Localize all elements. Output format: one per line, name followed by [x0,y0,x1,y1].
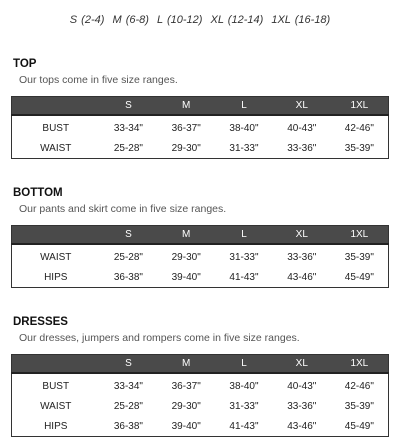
table-cell: 41-43" [229,420,259,432]
column-header: M [157,97,215,116]
table-cell: 43-46" [287,420,317,432]
column-header: 1XL [331,226,389,245]
column-header: XL [273,226,331,245]
table-cell: 29-30" [171,251,201,263]
table-cell: 42-46" [344,122,374,134]
row-label: WAIST [40,400,72,412]
table-cell: 25-28" [113,142,143,154]
section-description: Our tops come in five size ranges. [19,74,178,86]
table-cell: 40-43" [287,380,317,392]
table-row [12,416,389,437]
row-label: HIPS [44,271,68,283]
table-header-row [12,355,389,374]
size-table-top [11,96,389,159]
legend-item: XL (12-14) [210,14,264,26]
table-cell: 36-38" [113,271,143,283]
column-header: S [100,226,158,245]
table-cell: 25-28" [113,400,143,412]
section-description: Our pants and skirt come in five size ranges. [19,203,227,215]
row-label: BUST [42,380,70,392]
column-header: M [157,355,215,374]
table-cell: 38-40" [229,380,259,392]
row-label: WAIST [40,251,72,263]
table-cell: 43-46" [287,271,317,283]
table-header-row [12,97,389,116]
table-header-row [12,226,389,245]
row-label: WAIST [40,142,72,154]
table-cell: 39-40" [171,420,201,432]
row-label: HIPS [44,420,68,432]
table-cell: 33-36" [287,400,317,412]
column-header: S [100,97,158,116]
table-cell: 25-28" [113,251,143,263]
legend-item: L (10-12) [156,14,203,26]
table-cell: 33-34" [113,122,143,134]
legend-item: 1XL (16-18) [271,14,331,26]
table-row [12,244,389,267]
table-cell: 31-33" [229,251,259,263]
column-header [12,97,100,116]
table-row [12,373,389,396]
legend-item: S (2-4) [69,14,105,26]
table-cell: 39-40" [171,271,201,283]
size-legend [0,14,400,26]
table-cell: 36-38" [113,420,143,432]
section-description: Our dresses, jumpers and rompers come in five size ranges. [19,332,300,344]
table-cell: 31-33" [229,400,259,412]
table-cell: 36-37" [171,122,201,134]
table-row [12,115,389,138]
table-cell: 33-36" [287,142,317,154]
legend-item: M (6-8) [112,14,149,26]
table-row [12,138,389,159]
table-cell: 33-34" [113,380,143,392]
table-cell: 29-30" [171,400,201,412]
section-title: BOTTOM [13,187,63,199]
table-cell: 31-33" [229,142,259,154]
column-header: XL [273,97,331,116]
table-row [12,267,389,288]
section-title: DRESSES [13,316,68,328]
table-cell: 29-30" [171,142,201,154]
row-label: BUST [42,122,70,134]
table-cell: 41-43" [229,271,259,283]
table-cell: 35-39" [344,251,374,263]
table-cell: 33-36" [287,251,317,263]
table-cell: 35-39" [344,400,374,412]
column-header [12,226,100,245]
section-title: TOP [13,58,37,70]
table-cell: 35-39" [344,142,374,154]
column-header [12,355,100,374]
table-cell: 36-37" [171,380,201,392]
column-header: 1XL [331,97,389,116]
size-table-bottom [11,225,389,288]
column-header: L [215,226,273,245]
table-cell: 38-40" [229,122,259,134]
table-cell: 45-49" [344,420,374,432]
table-row [12,396,389,416]
column-header: 1XL [331,355,389,374]
table-cell: 45-49" [344,271,374,283]
table-cell: 42-46" [344,380,374,392]
column-header: S [100,355,158,374]
column-header: L [215,97,273,116]
table-cell: 40-43" [287,122,317,134]
column-header: XL [273,355,331,374]
size-table-dresses [11,354,389,437]
column-header: M [157,226,215,245]
column-header: L [215,355,273,374]
